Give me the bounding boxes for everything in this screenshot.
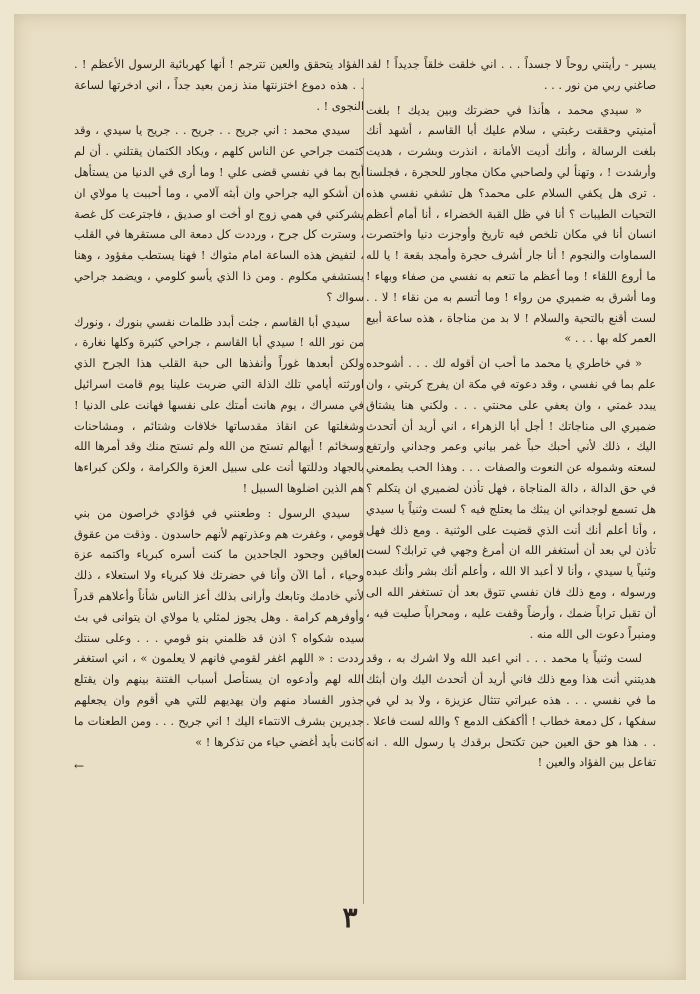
paragraph: الفؤاد يتحقق والعين تترجم ! أنها كهربائية الرسول الأعظم ! . . . هذه دموع اختزنتها منذ زمن بعيد جداً ، اني ادخرتها لساعة النجوى ! . [74,57,364,113]
paragraph: سيدي الرسول : وطعنني في فؤادي خراصون من بني قومي ، وغفرت هم وعذرتهم لأنهم حاسدون . وذقت من عقوق العاقين وجحود الجاحدين ما كنت أسره كبرياء واكتمه عزة وحياء ، أما الآن وأنا في حضرتك فلا كبرياء ولا استعلاء ، ذلك لأني خادمك وتابعك وأرانى بذلك أعز الناس شأناً وأعلاهم قدراً وأوفرهم كرامة . وهل يجوز لمثلي يا مولاي ان يتوانى في بث سيده شكواه ؟ اذن قد ظلمني بنو قومي . . . وعلى سنتك رددت : « اللهم اغفر لقومي فانهم لا يعلمون » ، اني استغفر الله لهم وأدعوه ان يستأصل أسباب الفتنة بينهم وان يقتلع جذور الفساد منهم وان يهديهم للتي هي أقوم وان يجعلهم جديرين بشرف الانتماء اليك ! اني جريح . . . ومن الطعنات ما كانت بأيد أغضي حياء من تذكرها ! » [74,505,364,749]
continuation-arrow-icon: ← [74,759,84,774]
paragraph: « سيدي محمد ، هأنذا في حضرتك وبين يديك ! بلغت أمنيتي وحققت رغبتي ، سلام عليك أبا القاسم ، أشهد أنك بلغت الرسالة ، وأنك أديت الأمانة ، انذرت وبشرت ، هديت وأرشدت ! ، وتهنأ لي ولصاحبي مكان مجاور للحجرة ، فجلسنا . ترى هل يكفي السلام على محمد؟ هل تشفي نفسي هذه التحيات الطيبات ؟ أنا في ظل القبة الخضراء ، أنا أمام أعظم انسان أنا في مكان تلخص فيه تاريخ وأوجزت دنيا واختصرت السماوات والنجوم ! أنا جار أشرف حجرة وأمجد بقعة ! يا لله ما أروع اللقاء ! وما أعظم ما تنعم به نفسي من صفاء وبهاء ! وما أشرق به ضميري من رواء ! وما أتسم به من نقاء ! لا . . لست أقنع بالتحية والسلام ! لا بد من مناجاة ، هذه ساعة أبيع العمر كله بها . . . » [366,102,656,346]
paragraph: سيدي أبا القاسم ، جئت أبدد ظلمات نفسي بنورك ، ونورك من نور الله ! سيدي أبا القاسم ، جراحي كثيرة وكلها نغارة ، ولكن أبعدها غوراً وأنفذها الى حبة القلب هذا الجرح الذي اورثته أيامي تلك الذلة التي ضربت علينا يوم قامت اسرائيل في مسراك ، يوم هانت أمتك على نفسها فهانت على الدنيا ! وشغلتها عن انقاذ مقدساتها خلافات وشتائم ، ومشاحنات وسخائم ! أيهالم تستح من الله ولم تستح منك وقد أمرها الله بالجهاد ودللتها أنت على سبيل العزة والكرامة ، ولكن كبراءها هم الذين اضلوها السبيل ! [74,314,364,495]
paragraph: لست وثنياً يا محمد . . . اني اعبد الله ولا اشرك به ، وقد هديتني أنت هذا ومع ذلك فاني أريد أن أتحدث اليك وان أبثك ما في نفسي . . . هذه عبراتي تتثال عزيزة ، ولا بد لي في سفكها ، كل دمعة خطاب ! أأكفكف الدمع ؟ والله لست فاعلا . . . هذا هو حق العين حين تكتحل برقدك يا رسول الله . انه تفاعل بين الفؤاد والعين ! [366,651,656,770]
right-column [366,54,656,777]
page-sheet [14,14,686,980]
paragraph: « في خاطري يا محمد ما أحب ان أقوله لك . . . أشوحده علم بما في نفسي ، وقد دعوته في مكة ان يفرج كربتي ، وان يبدد غمتي ، وان يعفي على محنتي . . . ولكني هنا يشتاق ضميري الى مناجاتك ! أجل أبا الزهراء ، اني أريد أن أتحدث اليك ، ذلك لأني أحبك حباً غمر بياني وعمر وجداني وارتفع لسعته وشموله عن النعوت والصفات . . . وهذا الحب يطمعني في حق الدالة ، دالة المناجاة ، فهل تأذن لضميري ان يتكلم ؟ هل تسمع لوجداني ان يبثك ما يعتلج فيه ؟ لست وثنياً يا سيدي ، وأنا أعلم أنك أنت الذي قضيت على الوثنية . ومع ذلك فهل تأذن لي بعد أن أستغفر الله ان أمرغ وجهي في ترابك؟ لست وثنياً يا سيدي ، وأنا لا أعبد الا الله ، وأعلم أنك بشر وأنك عبده ورسوله ، ومع ذلك فان نفسي تتوق بعد أن تستغفر الله الى أن تقبل تراباً ضمك ، وأرضاً وقفت عليه ، ومحراباً صليت فيه ، ومنبراً دعوت الى الله منه . [366,356,656,641]
paragraph: سيدي محمد : اني جريح . . جريح . . جريح يا سيدي ، وقد كتمت جراحي عن الناس كلهم ، ويكاد الكتمان يقتلني . أن لم أبح بما في نفسي قضى علي ! وما أرى في الدنيا من يستأهل ان أشكو اليه جراحي وان أبثه آلامي ، وما أحببت يا مولاي ان يشركني في همي زوج او أخت او صديق ، فاجترعت كل غصة ، وسترت كل جرح ، ورددت كل دمعة الى مستقرها في القلب ، لتفيض هذه الساعة امام مثواك ! فهنا يستطب مفؤود ، وهنا يستشفي مكلوم . ومن ذا الذي يأسو كلومي ، ويضمد جراحي سواك ؟ [74,123,364,304]
left-column [74,54,364,777]
paragraph: يسير - رأيتني روحاً لا جسداً . . . اني خلقت خلقاً جديداً ! لقد صاغني ربي من نور . . . [366,57,656,92]
page-number: ٣ [342,901,358,934]
